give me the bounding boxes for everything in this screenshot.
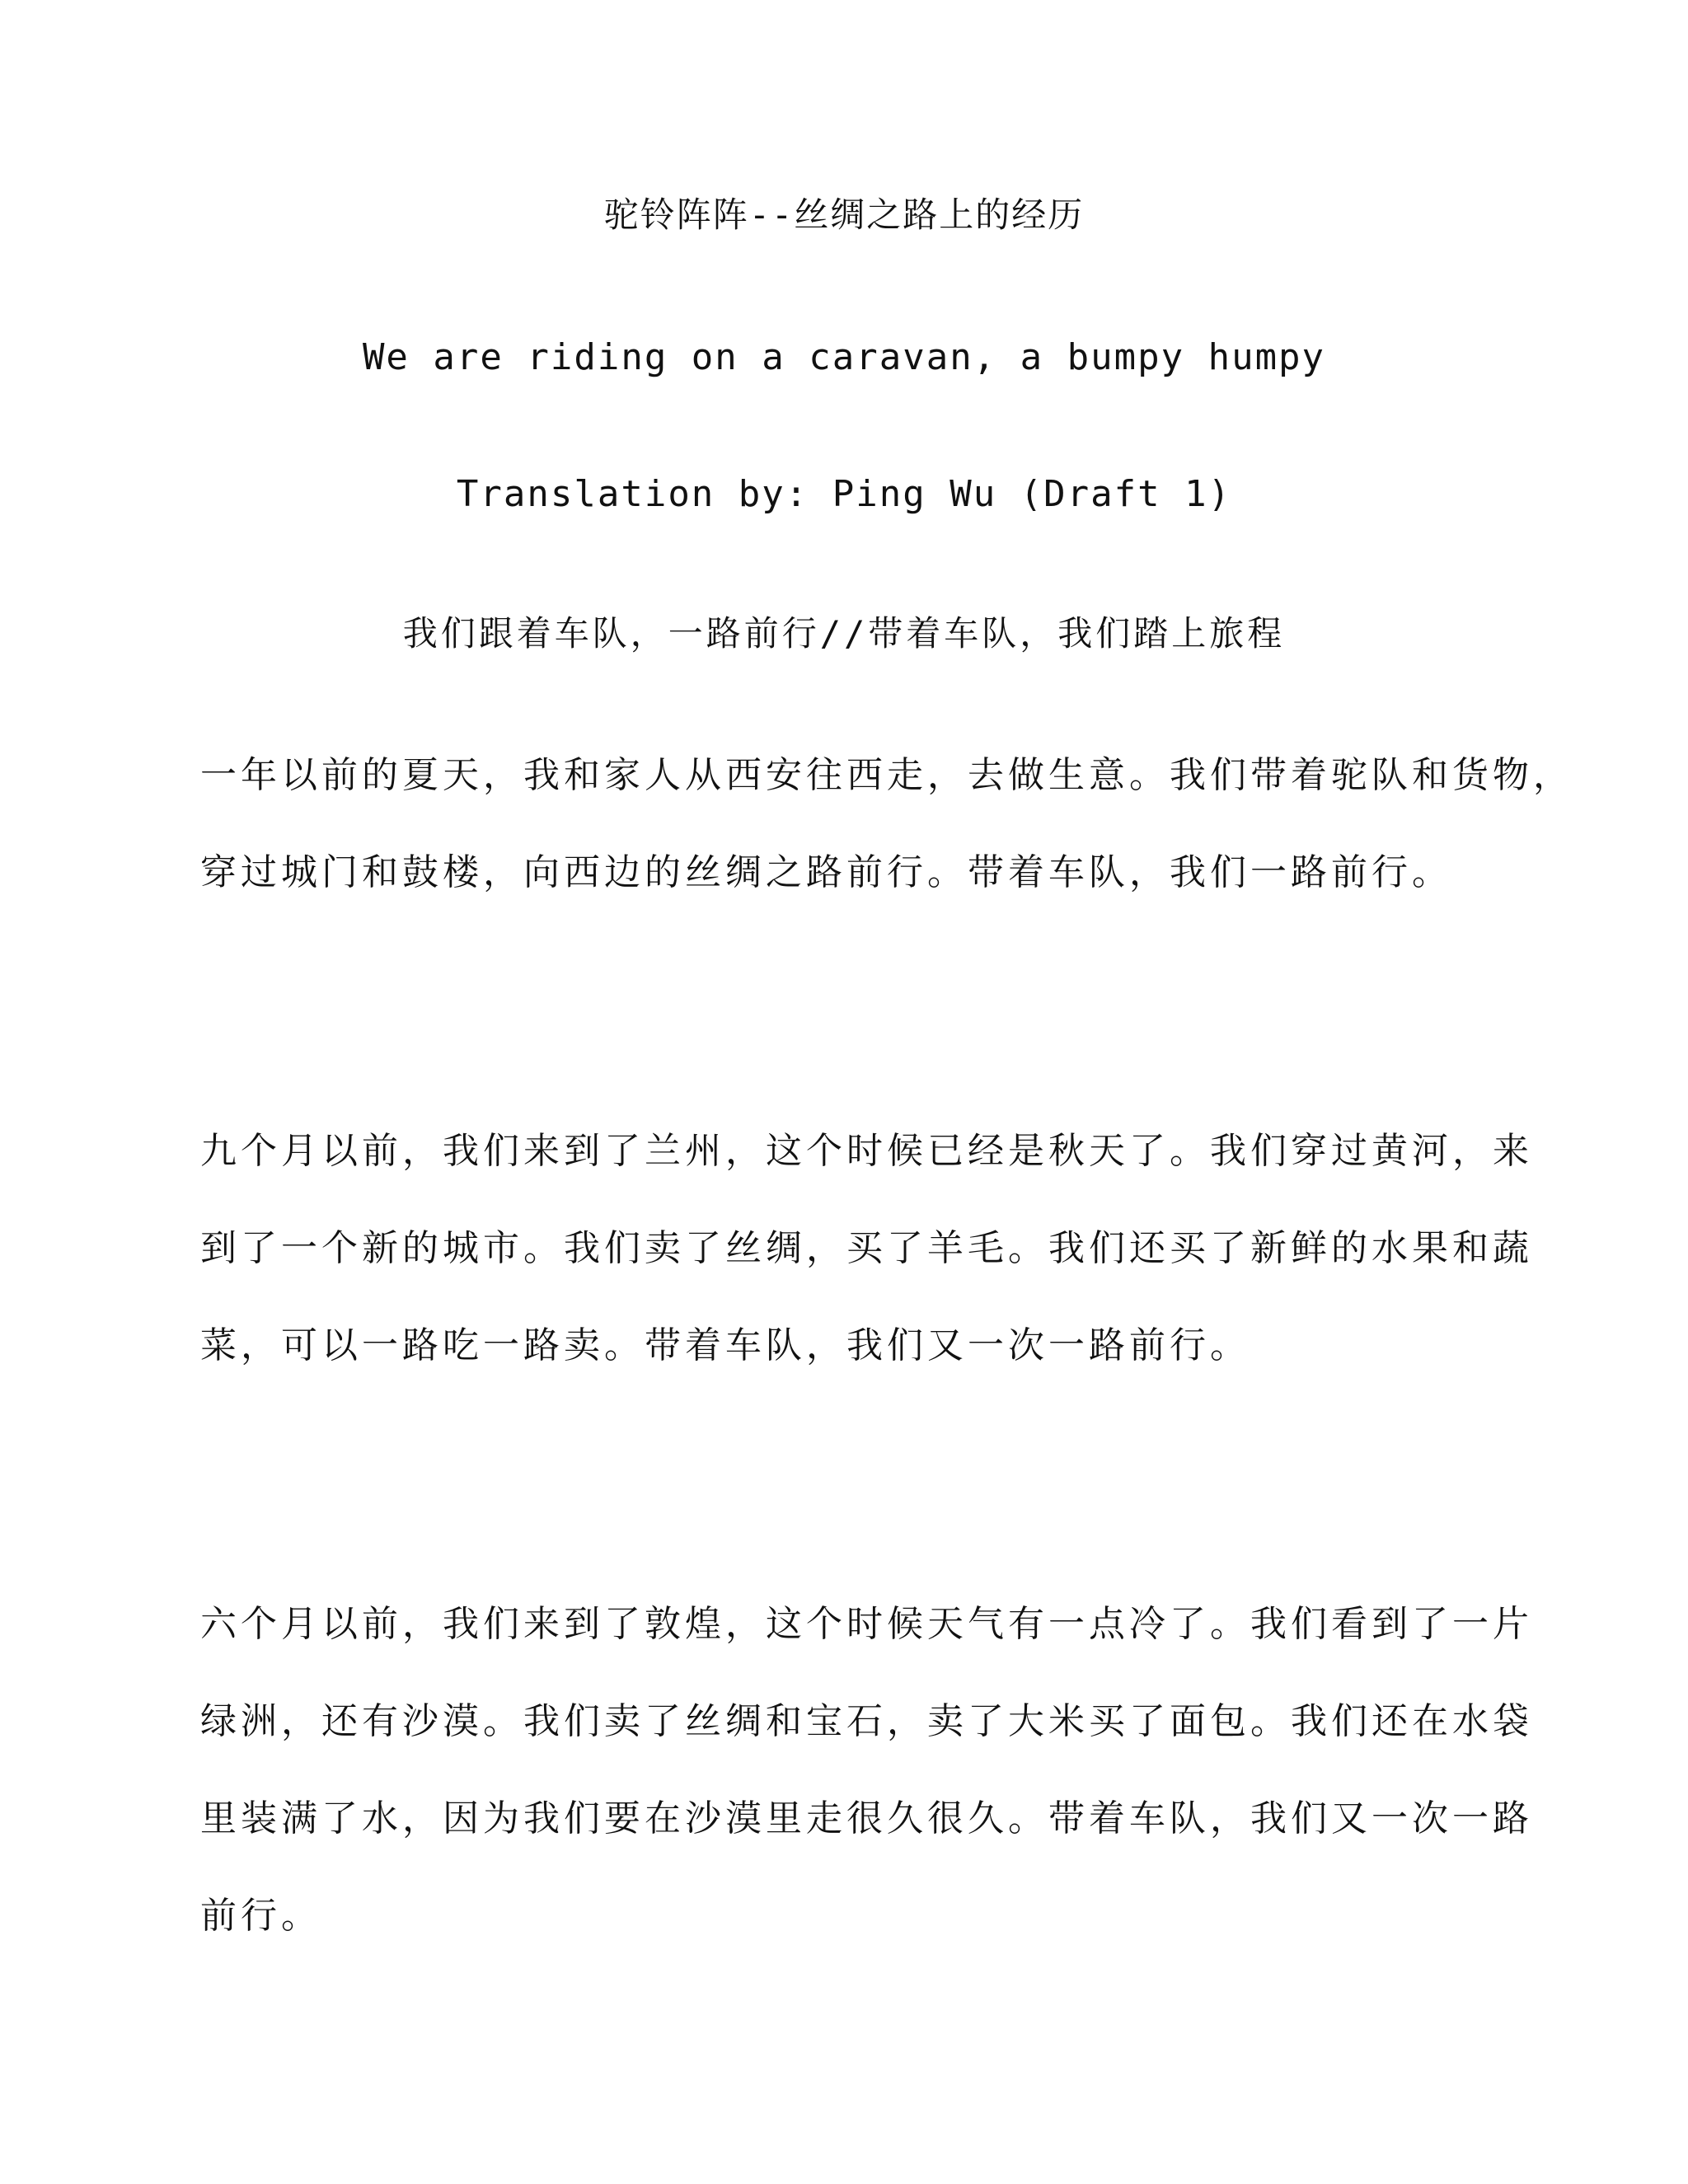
paragraph-line: 绿洲，还有沙漠。我们卖了丝绸和宝石，卖了大米买了面包。我们还在水袋 [200,1700,1533,1742]
document-title-chinese: 驼铃阵阵--丝绸之路上的经历 [603,194,1085,235]
document-title-english: We are riding on a caravan, a bumpy humpy [362,336,1326,378]
paragraph-line: 到了一个新的城市。我们卖了丝绸，买了羊毛。我们还买了新鲜的水果和蔬 [200,1227,1533,1269]
paragraph-line: 前行。 [200,1895,321,1937]
paragraph-lanzhou [200,1103,1533,1394]
paragraph-dunhuang [200,1576,1533,1965]
paragraph-line: 六个月以前，我们来到了敦煌，这个时候天气有一点冷了。我们看到了一片 [200,1603,1533,1645]
document-subtitle-chinese: 我们跟着车队，一路前行//带着车队，我们踏上旅程 [402,613,1286,654]
translator-credit: Translation by: Ping Wu (Draft 1) [456,473,1232,515]
paragraph-line: 里装满了水，因为我们要在沙漠里走很久很久。带着车队，我们又一次一路 [200,1797,1533,1840]
paragraph-line: 一年以前的夏天，我和家人从西安往西走，去做生意。我们带着驼队和货物， [200,754,1573,796]
paragraph-xian [200,727,1573,921]
paragraph-line: 菜，可以一路吃一路卖。带着车队，我们又一次一路前行。 [200,1324,1250,1366]
paragraph-line: 九个月以前，我们来到了兰州，这个时候已经是秋天了。我们穿过黄河，来 [200,1130,1533,1172]
paragraph-line: 穿过城门和鼓楼，向西边的丝绸之路前行。带着车队，我们一路前行。 [200,851,1452,893]
